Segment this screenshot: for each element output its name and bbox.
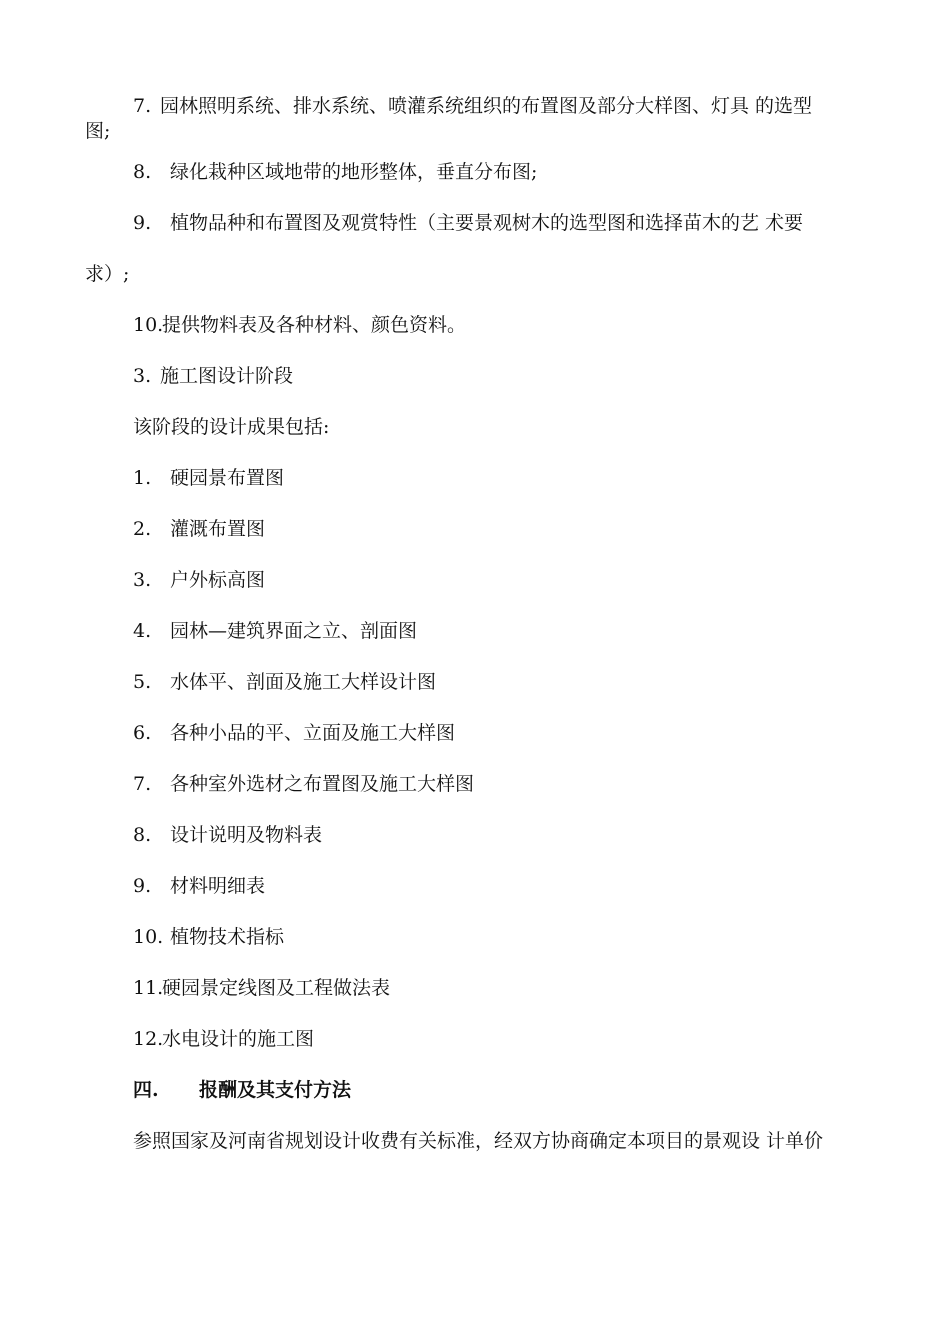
stage-number: 3. [133, 365, 152, 387]
section-title: 报酬及其支付方法 [199, 1079, 352, 1101]
item-number: 7. [133, 773, 152, 795]
item-text: 水电设计的施工图 [162, 1028, 315, 1050]
construction-item-9 [133, 874, 265, 898]
item-number: 9. [133, 875, 152, 897]
item-number: 10. [133, 314, 164, 336]
item-number: 8. [133, 824, 152, 846]
design-item-7 [133, 94, 812, 118]
construction-item-4 [133, 619, 417, 643]
item-text: 提供物料表及各种材料、颜色资料。 [162, 314, 467, 336]
item-number: 11. [133, 977, 164, 999]
item-text-wrap: 图; [85, 120, 111, 142]
item-number: 1. [133, 467, 152, 489]
construction-item-5 [133, 670, 436, 694]
item-number: 9. [133, 212, 152, 234]
stage-intro [133, 415, 329, 439]
item-text: 水体平、剖面及施工大样设计图 [170, 671, 437, 693]
closing-paragraph [133, 1129, 823, 1153]
item-number: 10. [133, 926, 164, 948]
item-text: 硬园景布置图 [170, 467, 285, 489]
construction-item-10 [133, 925, 284, 949]
construction-item-3 [133, 568, 265, 592]
item-text: 绿化栽种区域地带的地形整体，垂直分布图; [170, 161, 538, 183]
item-number: 3. [133, 569, 152, 591]
construction-item-8 [133, 823, 322, 847]
item-number: 4. [133, 620, 152, 642]
construction-item-6 [133, 721, 455, 745]
item-text: 硬园景定线图及工程做法表 [162, 977, 391, 999]
closing-text: 参照国家及河南省规划设计收费有关标准，经双方协商确定本项目的景观设 计单价 [133, 1130, 824, 1152]
construction-item-7 [133, 772, 474, 796]
item-text: 材料明细表 [170, 875, 266, 897]
design-item-9 [133, 211, 803, 235]
design-item-8 [133, 160, 537, 184]
item-text: 各种小品的平、立面及施工大样图 [170, 722, 456, 744]
item-number: 12. [133, 1028, 164, 1050]
stage-heading [133, 364, 293, 388]
item-text-wrap: 求）; [85, 263, 130, 285]
item-text: 户外标高图 [170, 569, 266, 591]
construction-item-1 [133, 466, 284, 490]
construction-item-12 [133, 1027, 314, 1051]
item-text: 各种室外选材之布置图及施工大样图 [170, 773, 475, 795]
construction-item-2 [133, 517, 265, 541]
item-text: 园林—建筑界面之立、剖面图 [170, 620, 418, 642]
item-number: 6. [133, 722, 152, 744]
item-text: 植物品种和布置图及观赏特性（主要景观树木的选型图和选择苗木的艺 术要 [170, 212, 804, 234]
design-item-7-wrap [85, 119, 110, 143]
item-text: 设计说明及物料表 [170, 824, 323, 846]
construction-item-11 [133, 976, 390, 1000]
item-number: 2. [133, 518, 152, 540]
section-number: 四. [133, 1079, 159, 1101]
stage-title: 施工图设计阶段 [160, 365, 294, 387]
design-item-10 [133, 313, 466, 337]
item-number: 7. [133, 95, 152, 117]
item-text: 灌溉布置图 [170, 518, 266, 540]
item-number: 8. [133, 161, 152, 183]
section-heading [133, 1078, 351, 1102]
item-number: 5. [133, 671, 152, 693]
design-item-9-wrap [85, 262, 129, 286]
stage-intro-text: 该阶段的设计成果包括: [133, 416, 330, 438]
item-text: 园林照明系统、排水系统、喷灌系统组织的布置图及部分大样图、灯具 的选型 [160, 95, 813, 117]
item-text: 植物技术指标 [170, 926, 285, 948]
